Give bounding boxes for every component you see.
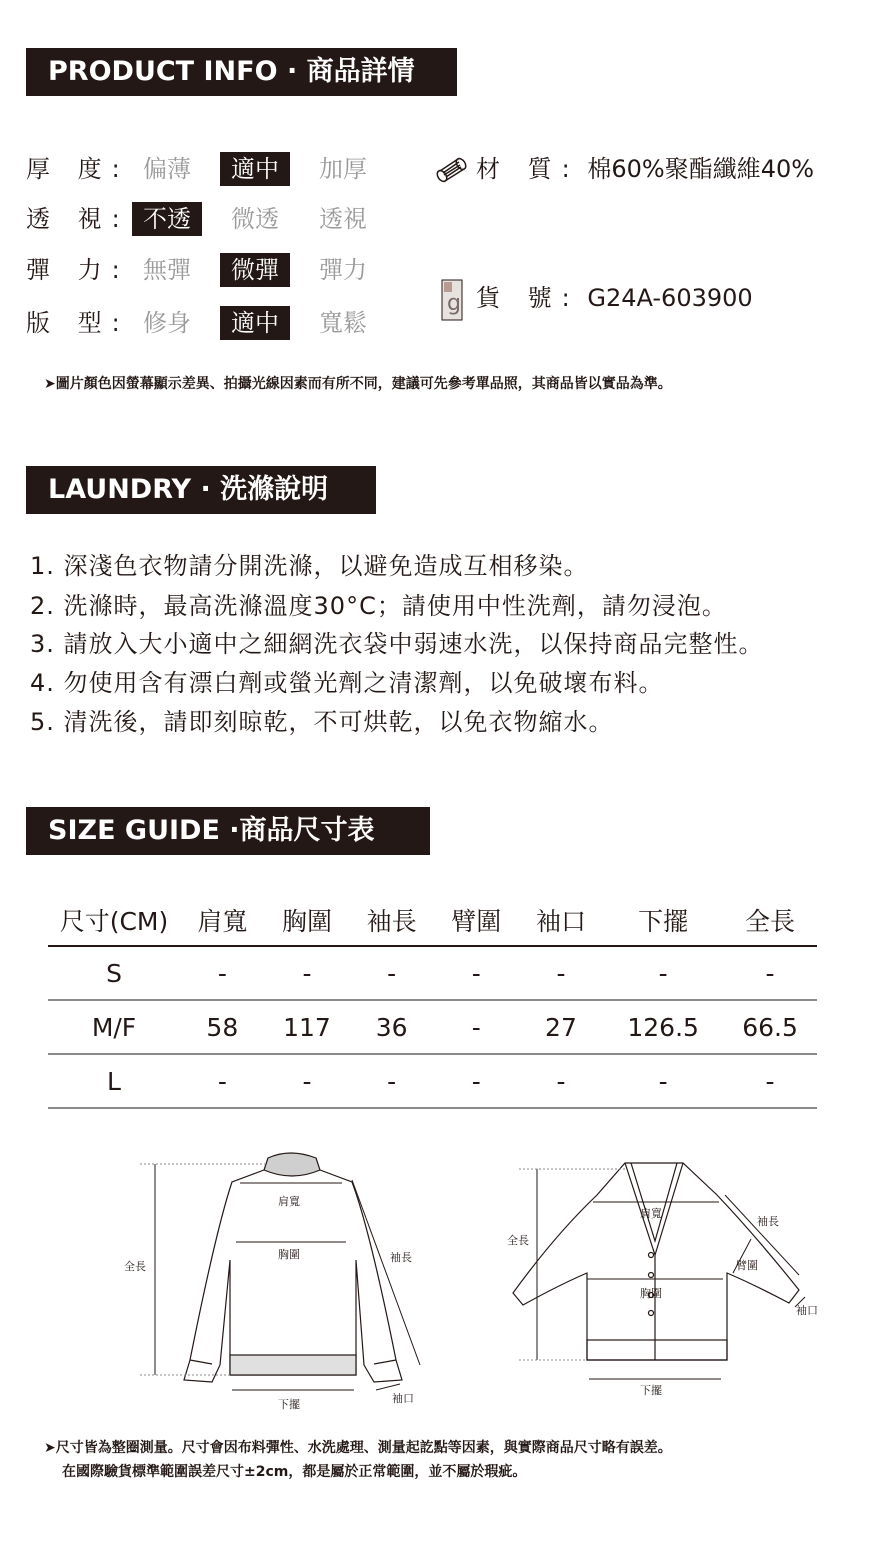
table-cell: -	[349, 1054, 434, 1108]
column-header: 胸圍	[265, 895, 350, 946]
sweater-shoulder-label: 肩寬	[278, 1195, 300, 1208]
table-cell: 27	[519, 1000, 604, 1054]
attr-option-selected: 適中	[220, 306, 290, 340]
size-note-line2: 在國際驗貨標準範圍誤差尺寸±2cm，都是屬於正常範圍，並不屬於瑕疵。	[62, 1464, 527, 1480]
color-disclaimer: ➤圖片顏色因螢幕顯示差異、拍攝光線因素而有所不同，建議可先參考單品照，其商品皆以實品為準。	[44, 376, 672, 392]
material-value: 棉60%聚酯纖維40%	[587, 155, 815, 183]
table-cell: -	[265, 1054, 350, 1108]
table-cell: -	[434, 946, 519, 1000]
attr-row-transparency	[26, 202, 406, 236]
material-label: 材 質:	[476, 155, 580, 183]
table-cell: -	[434, 1054, 519, 1108]
attr-option: 彈力	[319, 256, 367, 284]
table-cell: -	[603, 946, 723, 1000]
cardigan-arm-label: 臂圍	[736, 1259, 758, 1272]
sweater-length-label: 全長	[124, 1260, 146, 1273]
svg-text:g: g	[447, 291, 461, 316]
material-row	[476, 152, 814, 186]
attr-option-selected: 不透	[132, 202, 202, 236]
table-cell: 36	[349, 1000, 434, 1054]
table-cell: -	[180, 946, 265, 1000]
sweater-cuff-label: 袖口	[392, 1392, 414, 1405]
laundry-item: 5. 清洗後，請即刻晾乾，不可烘乾，以免衣物縮水。	[30, 708, 614, 736]
laundry-item: 1. 深淺色衣物請分開洗滌，以避免造成互相移染。	[30, 552, 589, 580]
attr-option-selected: 微彈	[220, 253, 290, 287]
size-guide-header: SIZE GUIDE ·商品尺寸表	[26, 807, 430, 855]
cardigan-length-label: 全長	[507, 1234, 529, 1247]
sweater-sleeve-label: 袖長	[390, 1251, 412, 1264]
attr-row-thickness	[26, 152, 406, 186]
sku-row	[476, 281, 753, 315]
table-row	[48, 946, 817, 1000]
attr-option: 寬鬆	[319, 309, 367, 337]
tag-icon	[440, 278, 466, 322]
attr-option-selected: 適中	[220, 152, 290, 186]
column-header: 下擺	[603, 895, 723, 946]
column-header: 袖口	[519, 895, 604, 946]
thread-spool-icon	[434, 155, 470, 185]
table-cell: 58	[180, 1000, 265, 1054]
laundry-header: LAUNDRY · 洗滌說明	[26, 466, 376, 514]
table-cell: 126.5	[603, 1000, 723, 1054]
table-cell: 66.5	[723, 1000, 817, 1054]
sku-value: G24A-603900	[587, 284, 753, 312]
sku-label: 貨 號:	[476, 284, 580, 312]
table-cell: S	[48, 946, 180, 1000]
table-row	[48, 1054, 817, 1108]
column-header: 全長	[723, 895, 817, 946]
attr-label: 透 視:	[26, 205, 130, 233]
table-cell: -	[180, 1054, 265, 1108]
table-cell: -	[603, 1054, 723, 1108]
sweater-chest-label: 胸圍	[278, 1248, 300, 1261]
table-cell: -	[723, 1054, 817, 1108]
column-header: 袖長	[349, 895, 434, 946]
attr-option: 加厚	[319, 155, 367, 183]
attr-row-fit	[26, 306, 406, 340]
column-header: 肩寬	[180, 895, 265, 946]
column-header: 臂圍	[434, 895, 519, 946]
laundry-item: 2. 洗滌時，最高洗滌溫度30°C；請使用中性洗劑，請勿浸泡。	[30, 592, 727, 620]
cardigan-chest-label: 胸圍	[640, 1287, 662, 1300]
attr-option: 微透	[231, 205, 279, 233]
attr-option: 透視	[319, 205, 367, 233]
size-table-header-row	[48, 895, 817, 946]
sweater-diagram	[120, 1150, 440, 1420]
cardigan-hem-label: 下擺	[640, 1384, 662, 1397]
attr-label: 厚 度:	[26, 155, 130, 183]
attr-option: 無彈	[143, 256, 191, 284]
size-note-line1: ➤尺寸皆為整圈測量。尺寸會因布料彈性、水洗處理、測量起訖點等因素，與實際商品尺寸略有誤差。	[44, 1440, 672, 1456]
product-info-header: PRODUCT INFO · 商品詳情	[26, 48, 457, 96]
table-cell: -	[434, 1000, 519, 1054]
table-cell: 117	[265, 1000, 350, 1054]
table-cell: L	[48, 1054, 180, 1108]
cardigan-diagram	[505, 1155, 825, 1405]
laundry-item: 4. 勿使用含有漂白劑或螢光劑之清潔劑，以免破壞布料。	[30, 669, 664, 697]
attr-label: 版 型:	[26, 309, 130, 337]
table-cell: -	[349, 946, 434, 1000]
table-cell: -	[519, 1054, 604, 1108]
table-row	[48, 1000, 817, 1054]
attr-option: 偏薄	[143, 155, 191, 183]
attr-label: 彈 力:	[26, 256, 130, 284]
cardigan-sleeve-label: 袖長	[757, 1215, 779, 1228]
table-cell: -	[265, 946, 350, 1000]
table-cell: -	[519, 946, 604, 1000]
sweater-hem-label: 下擺	[278, 1398, 300, 1411]
laundry-item: 3. 請放入大小適中之細網洗衣袋中弱速水洗，以保持商品完整性。	[30, 630, 764, 658]
attr-row-elasticity	[26, 253, 406, 287]
table-cell: -	[723, 946, 817, 1000]
cardigan-cuff-label: 袖口	[796, 1304, 818, 1317]
size-table	[48, 895, 817, 1109]
table-cell: M/F	[48, 1000, 180, 1054]
cardigan-shoulder-label: 肩寬	[640, 1207, 662, 1220]
attr-option: 修身	[143, 309, 191, 337]
column-header: 尺寸(CM)	[48, 895, 180, 946]
